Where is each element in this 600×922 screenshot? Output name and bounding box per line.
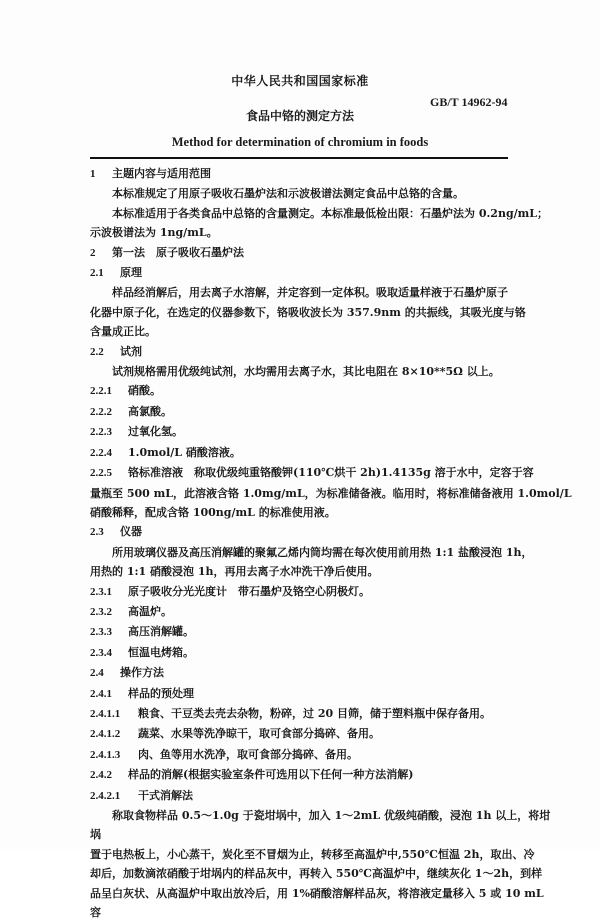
item: 2.2.1 硝酸。 bbox=[90, 384, 161, 398]
item: 2.4.1.3 肉、鱼等用水洗净，取可食部分捣碎、备用。 bbox=[90, 747, 358, 761]
subsection-heading: 2.4 操作方法 bbox=[90, 666, 164, 680]
item: 2.3.1 原子吸收分光光度计 带石墨炉及铬空心阴极灯。 bbox=[90, 584, 370, 598]
paragraph: 试剂规格需用优级纯试剂，水均需用去离子水，其比电阻在 8×10**5Ω 以上。 bbox=[112, 365, 500, 379]
document-title-en: Method for determination of chromium in foods bbox=[171, 135, 429, 149]
item: 2.2.5 铬标准溶液 称取优级纯重铬酸钾(110℃烘干 2h)1.4135g 溶于水中，定容于容 bbox=[90, 466, 534, 480]
paragraph-line: 品呈白灰状、从高温炉中取出放冷后，用 1%硝酸溶解样品灰，将溶液定量移入 5 或 10 mL bbox=[90, 886, 544, 900]
paragraph-line: 示波极谱法为 1ng/mL。 bbox=[90, 226, 218, 240]
paragraph-line: 样品经消解后，用去离子水溶解，并定容到一定体积。吸取适量样液于石墨炉原子 bbox=[112, 286, 508, 300]
item: 2.2.2 高氯酸。 bbox=[90, 404, 172, 418]
subsection-heading: 2.2 试剂 bbox=[90, 344, 142, 358]
paragraph-line: 所用玻璃仪器及高压消解罐的聚氟乙烯内筒均需在每次使用前用热 1:1 盐酸浸泡 1h， bbox=[112, 545, 533, 559]
item: 2.3.3 高压消解罐。 bbox=[90, 625, 194, 639]
item: 2.2.3 过氧化氢。 bbox=[90, 425, 183, 439]
paragraph-line: 置于电热板上，小心蒸干，炭化至不冒烟为止，转移至高温炉中,550℃恒温 2h，取出、冷 bbox=[90, 847, 535, 861]
paragraph-line: 容 bbox=[90, 906, 101, 920]
item: 2.4.1.1 粮食、干豆类去壳去杂物，粉碎，过 20 目筛，储于塑料瓶中保存备用。 bbox=[90, 706, 491, 720]
item: 2.4.2 样品的消解(根据实验室条件可选用以下任何一种方法消解) bbox=[90, 768, 414, 782]
item: 2.4.1.2 蔬菜、水果等洗净晾干，取可食部分捣碎、备用。 bbox=[90, 727, 380, 741]
paragraph-line: 化器中原子化，在选定的仪器参数下，铬吸收波长为 357.9nm 的共振线，其吸光度与铬 bbox=[90, 305, 526, 319]
item: 2.2.4 1.0mol/L 硝酸溶液。 bbox=[90, 445, 241, 459]
header-divider bbox=[90, 157, 508, 159]
paragraph-line: 却后，加数滴浓硝酸于坩埚内的样品灰中，再转入 550℃高温炉中，继续灰化 1～2h，到样 bbox=[90, 867, 543, 881]
paragraph-line: 硝酸稀释，配成含铬 100ng/mL 的标准使用液。 bbox=[90, 505, 336, 519]
paragraph-line: 本标准适用于各类食品中总铬的含量测定。本标准最低检出限：石墨炉法为 0.2ng/mL； bbox=[112, 206, 549, 220]
paragraph: 本标准规定了用原子吸收石墨炉法和示波极谱法测定食品中总铬的含量。 bbox=[112, 187, 464, 201]
paragraph-line: 称取食物样品 0.5～1.0g 于瓷坩埚中，加入 1～2mL 优级纯硝酸，浸泡 1h 以上，将坩 bbox=[112, 809, 551, 822]
section-heading: 2 第一法 原子吸收石墨炉法 bbox=[90, 245, 244, 259]
paragraph-line: 量瓶至 500 mL，此溶液含铬 1.0mg/mL，为标准储备液。临用时，将标准储备液用 1.0mol/L bbox=[90, 486, 572, 500]
subsection-heading: 2.1 原理 bbox=[90, 266, 142, 280]
item: 2.3.4 恒温电烤箱。 bbox=[90, 645, 194, 659]
subsection-heading: 2.3 仪器 bbox=[90, 525, 142, 539]
item: 2.4.2.1 干式消解法 bbox=[90, 788, 193, 802]
item: 2.4.1 样品的预处理 bbox=[90, 686, 194, 700]
paragraph-line: 埚 bbox=[90, 828, 101, 842]
paragraph-line: 含量成正比。 bbox=[90, 325, 156, 339]
paragraph-line: 用热的 1:1 硝酸浸泡 1h，再用去离子水冲洗干净后使用。 bbox=[90, 565, 379, 579]
document-body bbox=[90, 164, 572, 922]
document-title-cn: 食品中铬的测定方法 bbox=[245, 109, 354, 123]
national-standard-heading: 中华人民共和国国家标准 bbox=[231, 74, 369, 88]
section-heading: 1 主题内容与适用范围 bbox=[90, 167, 211, 180]
item: 2.3.2 高温炉。 bbox=[90, 604, 172, 618]
standard-code: GB/T 14962-94 bbox=[430, 95, 508, 109]
